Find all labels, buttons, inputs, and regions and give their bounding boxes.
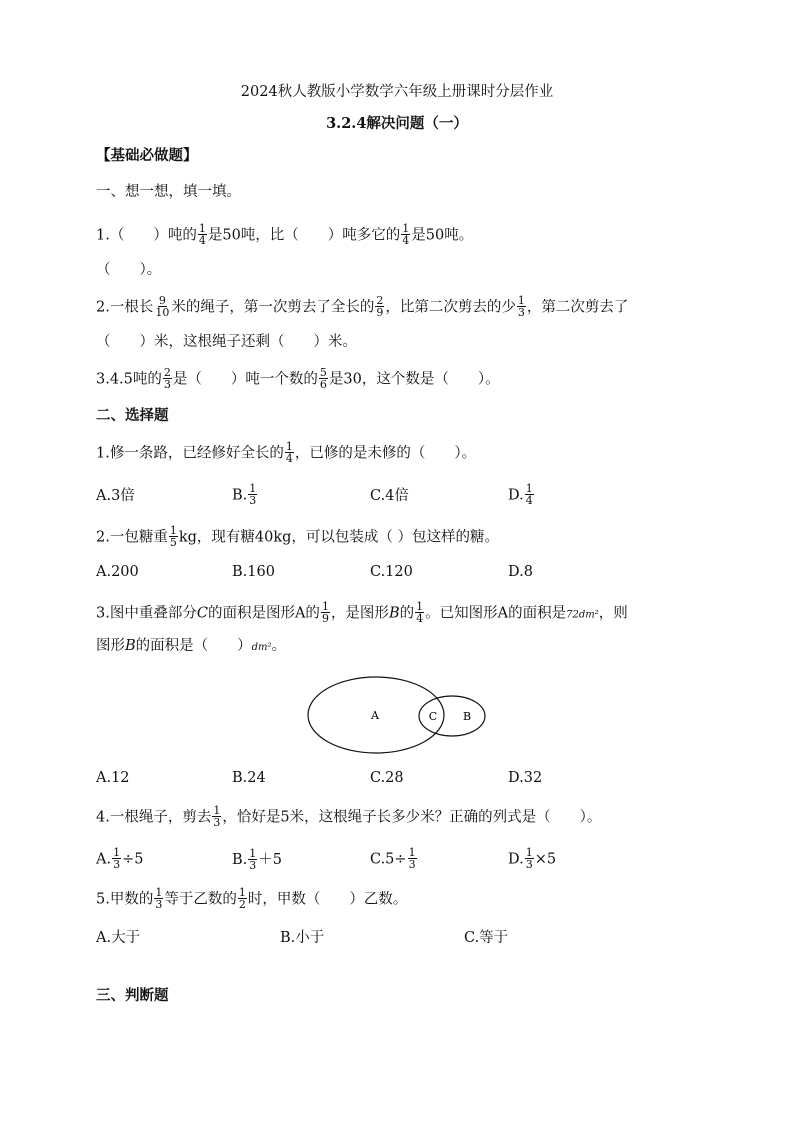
venn-diagram bbox=[300, 670, 500, 760]
option-a[interactable]: A.12 bbox=[96, 770, 130, 786]
fraction: $\frac{9}{10}$ bbox=[155, 294, 170, 319]
fraction: $\frac{1}{3}$ bbox=[155, 886, 163, 911]
option-a[interactable]: A.3倍 bbox=[96, 488, 135, 504]
part2-q5: 5.甲数的 $\frac{1}{3}$ 等于乙数的 $\frac{1}{2}$ 时，甲数（ ）乙数。 bbox=[96, 886, 408, 911]
option-c[interactable]: C.28 bbox=[370, 770, 404, 786]
option-a[interactable]: A.大于 bbox=[96, 930, 141, 946]
part2-q1: 1.修一条路，已经修好全长的 $\frac{1}{4}$ ，已修的是未修的（ ）。 bbox=[96, 440, 477, 465]
part2-q3: 3.图中重叠部分C的面积是图形A的 $\frac{1}{9}$ ，是图形B的 $\frac{1}{4}$ 。已知图形A的面积是72dm²，则 bbox=[96, 600, 628, 625]
option-b[interactable]: B. $\frac{1}{3}$ ＋5 bbox=[232, 846, 282, 872]
part3-heading: 三、判断题 bbox=[96, 987, 169, 1004]
option-a[interactable]: A.200 bbox=[96, 564, 139, 580]
fraction: $\frac{2}{3}$ bbox=[163, 366, 171, 391]
fraction: $\frac{5}{6}$ bbox=[319, 366, 327, 391]
fraction: $\frac{1}{5}$ bbox=[169, 524, 177, 549]
option-d[interactable]: D. $\frac{1}{3}$ ×5 bbox=[508, 846, 557, 871]
fraction: $\frac{2}{9}$ bbox=[376, 294, 384, 319]
page-subtitle: 3.2.4解决问题（一） bbox=[326, 115, 468, 132]
option-a[interactable]: A. $\frac{1}{3}$ ÷5 bbox=[96, 846, 144, 871]
fraction: $\frac{1}{4}$ bbox=[416, 600, 424, 625]
section-basic: 【基础必做题】 bbox=[96, 147, 198, 164]
option-b[interactable]: B.160 bbox=[232, 564, 275, 580]
option-c[interactable]: C.4倍 bbox=[370, 488, 409, 504]
part1-q1: 1.（ ）吨的 $\frac{1}{4}$ 是50吨，比（ ）吨多它的 $\frac{1}{4}$ 是50吨。 bbox=[96, 222, 474, 247]
option-d[interactable]: D. $\frac{1}{4}$ bbox=[508, 482, 533, 507]
option-c[interactable]: C.120 bbox=[370, 564, 413, 580]
part1-q1-line2: （ ）。 bbox=[96, 262, 162, 278]
fraction: $\frac{1}{4}$ bbox=[285, 440, 293, 465]
label-b: B bbox=[462, 710, 472, 723]
fraction: $\frac{1}{3}$ bbox=[517, 294, 525, 319]
option-d[interactable]: D.32 bbox=[508, 770, 543, 786]
part1-q2: 2.一根长 $\frac{9}{10}$ 米的绳子，第一次剪去了全长的 $\frac{2}{9}$ ，比第二次剪去的少 $\frac{1}{3}$ ，第二次剪去了 bbox=[96, 294, 629, 319]
part1-q3: 3.4.5吨的 $\frac{2}{3}$ 是（ ）吨一个数的 $\frac{5}{6}$ 是30，这个数是（ ）。 bbox=[96, 366, 500, 391]
part2-q2: 2.一包糖重 $\frac{1}{5}$ kg，现有糖40kg，可以包装成（ ）包这样的糖。 bbox=[96, 524, 500, 549]
fraction: $\frac{1}{4}$ bbox=[198, 222, 206, 247]
fraction: $\frac{1}{3}$ bbox=[213, 804, 221, 829]
part1-q2-line2: （ ）米，这根绳子还剩（ ）米。 bbox=[96, 334, 357, 350]
label-a: A bbox=[371, 709, 379, 722]
fraction: $\frac{1}{9}$ bbox=[321, 600, 329, 625]
option-b[interactable]: B.小于 bbox=[280, 930, 325, 946]
option-b[interactable]: B. $\frac{1}{3}$ bbox=[232, 482, 257, 507]
label-c: C bbox=[428, 710, 438, 723]
option-c[interactable]: C.等于 bbox=[464, 930, 509, 946]
part2-q3-line2: 图形B的面积是（ ）dm²。 bbox=[96, 638, 287, 654]
option-d[interactable]: D.8 bbox=[508, 564, 533, 580]
option-b[interactable]: B.24 bbox=[232, 770, 266, 786]
part1-heading: 一、想一想，填一填。 bbox=[96, 184, 241, 200]
page-title: 2024秋人教版小学数学六年级上册课时分层作业 bbox=[240, 84, 554, 100]
option-c[interactable]: C.5÷ $\frac{1}{3}$ bbox=[370, 846, 416, 871]
fraction: $\frac{1}{4}$ bbox=[402, 222, 410, 247]
part2-q4: 4.一根绳子，剪去 $\frac{1}{3}$ ，恰好是5米，这根绳子长多少米？正确的列式是（ ）。 bbox=[96, 804, 602, 829]
part2-heading: 二、选择题 bbox=[96, 407, 169, 424]
fraction: $\frac{1}{2}$ bbox=[238, 886, 246, 911]
